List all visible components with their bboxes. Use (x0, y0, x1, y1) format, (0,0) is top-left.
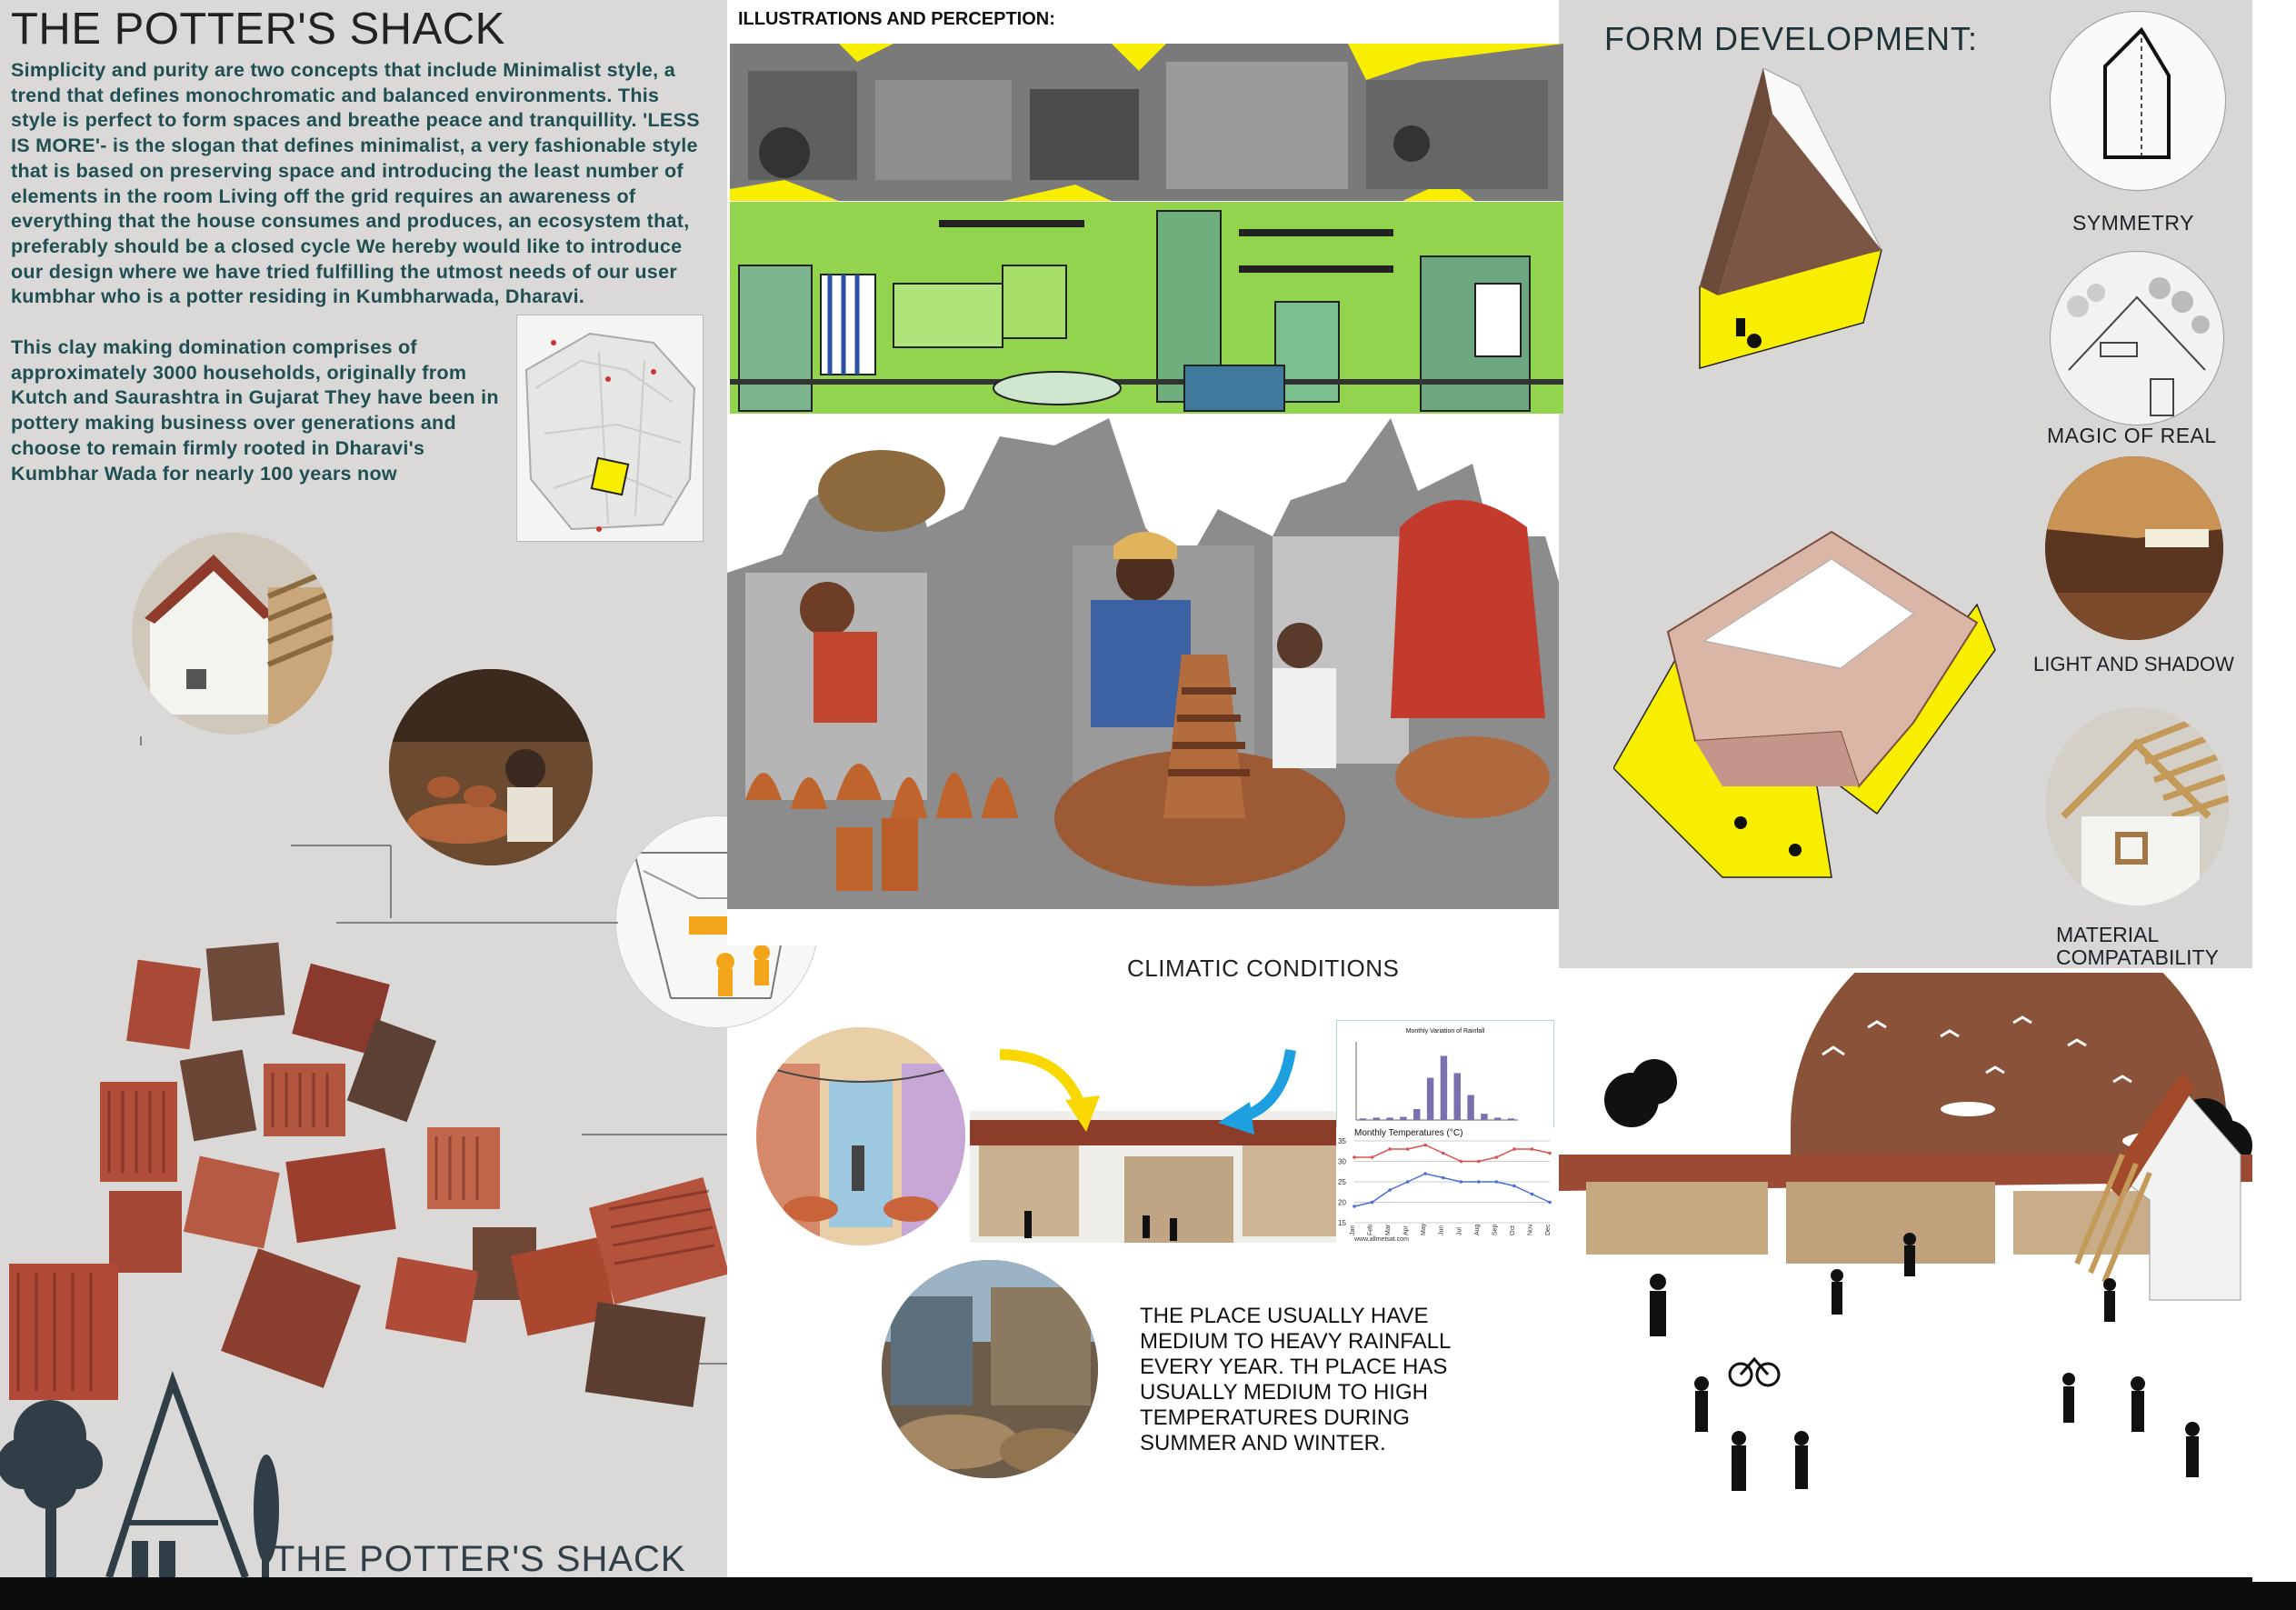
temperature-xtick-label: Apr (1403, 1225, 1410, 1235)
symmetry-circle (2050, 11, 2226, 191)
form-development-heading: FORM DEVELOPMENT: (1604, 20, 1979, 57)
material-compatability-circle (2045, 707, 2229, 905)
temperature-point (1388, 1147, 1392, 1151)
temperature-point (1371, 1201, 1374, 1205)
logo-text: THE POTTER'S SHACK (273, 1539, 686, 1579)
label-material-compatability: MATERIAL COMPATABILITY (2056, 923, 2219, 969)
temperature-xtick-label: Nov (1527, 1224, 1534, 1235)
public-space-render (1559, 973, 2252, 1582)
temperature-xtick-label: Jan (1350, 1225, 1356, 1235)
temperature-point (1442, 1152, 1445, 1155)
temperature-xtick-label: Mar (1385, 1224, 1393, 1235)
intro-paragraph: Simplicity and purity are two concepts that include Minimalist style, a trend that defines monochromatic and balanced environments. This style is perfect to form spaces and breathe peace and tranquillity. 'LESS IS MORE'- is the slogan that defines minimalist, a very fashionable style that is based on preserving space and introducing the least number of elements in the room Living off the grid requires an awareness of everything that the house consumes and produces, an ecosystem that, preferably should be a closed cycle We hereby would like to introduce our design where we have tried fulfilling the utmost needs of our user kumbhar who is a potter residing in Kumbharwada, Dharavi. (11, 59, 700, 308)
temperature-point (1477, 1180, 1481, 1184)
rainfall-bar-may (1413, 1109, 1420, 1120)
label-symmetry: SYMMETRY (2072, 211, 2194, 235)
street-photo-collage (730, 44, 1563, 201)
temperature-chart (1336, 1127, 1559, 1265)
rainfall-bar-nov (1494, 1117, 1501, 1120)
rainfall-bar-dec (1508, 1118, 1514, 1120)
magic-of-real-circle (2050, 251, 2224, 425)
temperature-ytick-label: 20 (1338, 1198, 1346, 1207)
label-light-and-shadow: LIGHT AND SHADOW (2033, 653, 2234, 675)
climatic-conditions-heading: CLIMATIC CONDITIONS (1127, 955, 1400, 982)
temperature-ytick-label: 35 (1338, 1137, 1346, 1145)
rainfall-bar-apr (1400, 1117, 1406, 1120)
temperature-ytick-label: 30 (1338, 1157, 1346, 1166)
light-and-shadow-circle (2045, 456, 2223, 640)
illustrations-heading: ILLUSTRATIONS AND PERCEPTION: (738, 9, 1055, 29)
temperature-point (1512, 1185, 1516, 1188)
temperature-point (1406, 1180, 1410, 1184)
climate-description: THE PLACE USUALLY HAVE MEDIUM TO HEAVY RAINFALL EVERY YEAR. TH PLACE HAS USUALLY MEDIUM TO HIGH TEMPERATURES DURING SUMMER AND WINTER. (1140, 1304, 1451, 1455)
temperature-chart-title: Monthly Temperatures (°C) (1354, 1128, 1463, 1138)
green-illustration (730, 202, 1563, 414)
rainfall-bar-jan (1360, 1118, 1366, 1120)
temperature-point (1353, 1205, 1356, 1208)
rainfall-bar-oct (1481, 1114, 1487, 1120)
rainfall-chart (1336, 1020, 1554, 1134)
form-model-2 (1613, 514, 2009, 886)
temperature-xtick-label: Jun (1438, 1225, 1445, 1235)
temperature-point (1531, 1193, 1534, 1196)
temperature-point (1459, 1180, 1462, 1184)
temperature-xtick-label: Feb (1367, 1224, 1374, 1235)
temperature-point (1548, 1201, 1552, 1205)
temperature-point (1353, 1155, 1356, 1159)
wind-arrows (991, 1045, 1318, 1136)
street-painting-circle (756, 1027, 965, 1245)
temperature-point (1512, 1147, 1516, 1151)
temperature-point (1548, 1152, 1552, 1155)
temperature-xtick-label: Aug (1473, 1224, 1481, 1235)
temperature-xtick-label: Oct (1509, 1225, 1516, 1235)
label-magic-of-real: MAGIC OF REAL (2047, 424, 2217, 447)
community-paragraph: This clay making domination comprises of approximately 3000 households, originally from Kutch and Saurashtra in Gujarat They have been in pottery making business over generations and choose to remain firmly rooted in Dharavi's Kumbhar Wada for nearly 100 years now (11, 336, 499, 485)
right-edge-bar (2252, 0, 2296, 1582)
rainfall-bar-mar (1386, 1117, 1393, 1120)
temperature-point (1531, 1147, 1534, 1151)
temperature-xtick-label: May (1421, 1223, 1428, 1235)
rainfall-bar-jul (1441, 1055, 1447, 1120)
rainfall-chart-title: Monthly Variation of Rainfall (1405, 1028, 1485, 1035)
temperature-point (1371, 1155, 1374, 1159)
temperature-point (1459, 1160, 1462, 1164)
potters-collage (727, 418, 1559, 945)
rainfall-bar-sep (1467, 1095, 1473, 1120)
roof-tiles-model (0, 918, 727, 1409)
temperature-xtick-label: Sep (1492, 1224, 1499, 1235)
temperature-point (1423, 1172, 1427, 1175)
temperature-point (1388, 1188, 1392, 1192)
temperature-point (1406, 1147, 1410, 1151)
temperature-source: www.allmetsat.com (1354, 1236, 1409, 1243)
temperature-xtick-label: Jul (1456, 1227, 1463, 1235)
temperature-point (1477, 1160, 1481, 1164)
temperature-point (1442, 1176, 1445, 1180)
temperature-ytick-label: 25 (1338, 1178, 1346, 1186)
page-title: THE POTTER'S SHACK (11, 5, 505, 54)
temperature-point (1495, 1155, 1499, 1159)
logo-icon (0, 1364, 291, 1582)
dharavi-street-circle (882, 1260, 1098, 1478)
temperature-point (1423, 1144, 1427, 1147)
temperature-point (1495, 1180, 1499, 1184)
rainfall-bar-jun (1427, 1078, 1433, 1120)
bottom-bar (0, 1577, 2296, 1610)
temperature-ytick-label: 15 (1338, 1219, 1346, 1227)
rainfall-bar-feb (1373, 1117, 1380, 1120)
rainfall-bar-aug (1454, 1073, 1461, 1120)
form-model-1 (1672, 68, 1909, 459)
temperature-xtick-label: Dec (1545, 1224, 1552, 1235)
